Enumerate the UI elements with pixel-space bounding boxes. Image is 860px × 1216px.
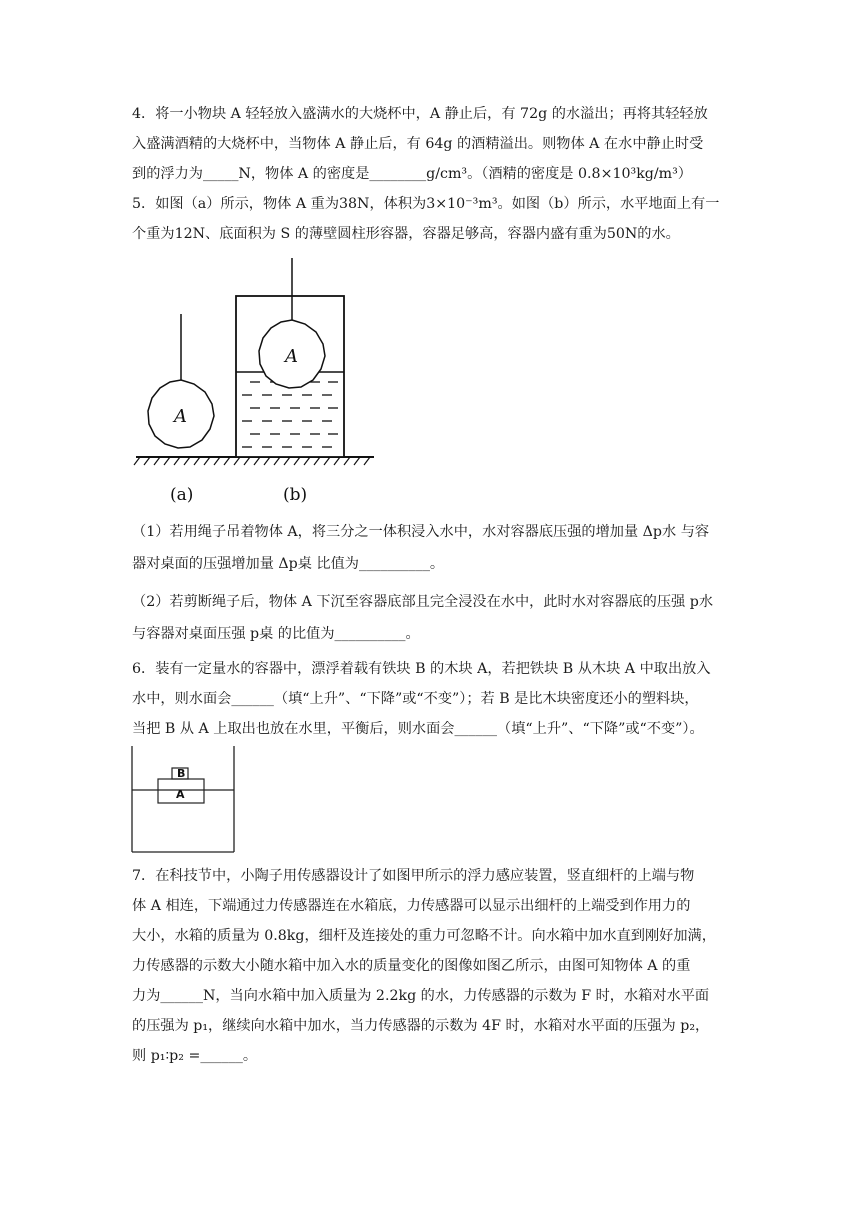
q5-sub2-line-2: 与容器对桌面压强 p桌 的比值为__________。 <box>132 626 420 642</box>
q4-line-2: 入盛满酒精的大烧杯中，当物体 A 静止后，有 64g 的酒精溢出。则物体 A 在水中静止时受 <box>132 136 704 152</box>
figure-label-a: (a) <box>170 485 194 505</box>
object-a-label: A <box>174 406 187 427</box>
q7-line-7: 则 p₁∶p₂ =______。 <box>132 1048 258 1064</box>
block-b-label: B <box>177 767 186 780</box>
q5-figure <box>130 250 390 510</box>
q6-line-3: 当把 B 从 A 上取出也放在水里，平衡后，则水面会______（填“上升”、“下降”或“不变”）。 <box>132 721 704 737</box>
q4-line-3: 到的浮力为_____N，物体 A 的密度是________g/cm³。（酒精的密度是 0.8×10³kg/m³） <box>132 166 692 182</box>
q7-line-3: 大小，水箱的质量为 0.8kg，细杆及连接处的重力可忽略不计。向水箱中加水直到刚好加满， <box>132 928 716 944</box>
q6-figure <box>128 744 238 856</box>
q7-line-4: 力传感器的示数大小随水箱中加入水的质量变化的图像如图乙所示，由图可知物体 A 的重 <box>132 958 691 974</box>
q7-line-2: 体 A 相连，下端通过力传感器连在水箱底，力传感器可以显示出细杆的上端受到作用力的 <box>132 898 691 914</box>
q6-line-2: 水中，则水面会______（填“上升”、“下降”或“不变”）；若 B 是比木块密度还小的塑料块， <box>132 691 699 707</box>
q7-line-5: 力为______N，当向水箱中加入质量为 2.2kg 的水，力传感器的示数为 F 时，水箱对水平面 <box>132 988 710 1004</box>
q5-sub1-line-1: （1）若用绳子吊着物体 A，将三分之一体积浸入水中，水对容器底压强的增加量 Δp水 与容 <box>132 524 710 540</box>
block-a-label: A <box>176 788 185 801</box>
figure-label-b: (b) <box>283 485 308 505</box>
q5-line-1: 5．如图（a）所示，物体 A 重为38N，体积为3×10⁻³m³。如图（b）所示，水平地面上有一 <box>132 196 720 212</box>
ground-hatch <box>134 457 370 465</box>
q7-line-1: 7．在科技节中，小陶子用传感器设计了如图甲所示的浮力感应装置，竖直细杆的上端与物 <box>132 868 695 884</box>
q5-sub2-line-1: （2）若剪断绳子后，物体 A 下沉至容器底部且完全浸没在水中，此时水对容器底的压强 p水 <box>132 594 714 610</box>
q4-line-1: 4．将一小物块 A 轻轻放入盛满水的大烧杯中，A 静止后，有 72g 的水溢出；再将其轻轻放 <box>132 106 708 122</box>
q6-line-1: 6．装有一定量水的容器中，漂浮着载有铁块 B 的木块 A，若把铁块 B 从木块 A 中取出放入 <box>132 661 711 677</box>
q7-line-6: 的压强为 p₁，继续向水箱中加水，当力传感器的示数为 4F 时，水箱对水平面的压强为 p₂， <box>132 1018 710 1034</box>
q5-line-2: 个重为12N、底面积为 S 的薄壁圆柱形容器，容器足够高，容器内盛有重为50N的水。 <box>132 226 680 242</box>
object-b-label: A <box>285 346 298 367</box>
q5-sub1-line-2: 器对桌面的压强增加量 Δp桌 比值为__________。 <box>132 556 445 572</box>
